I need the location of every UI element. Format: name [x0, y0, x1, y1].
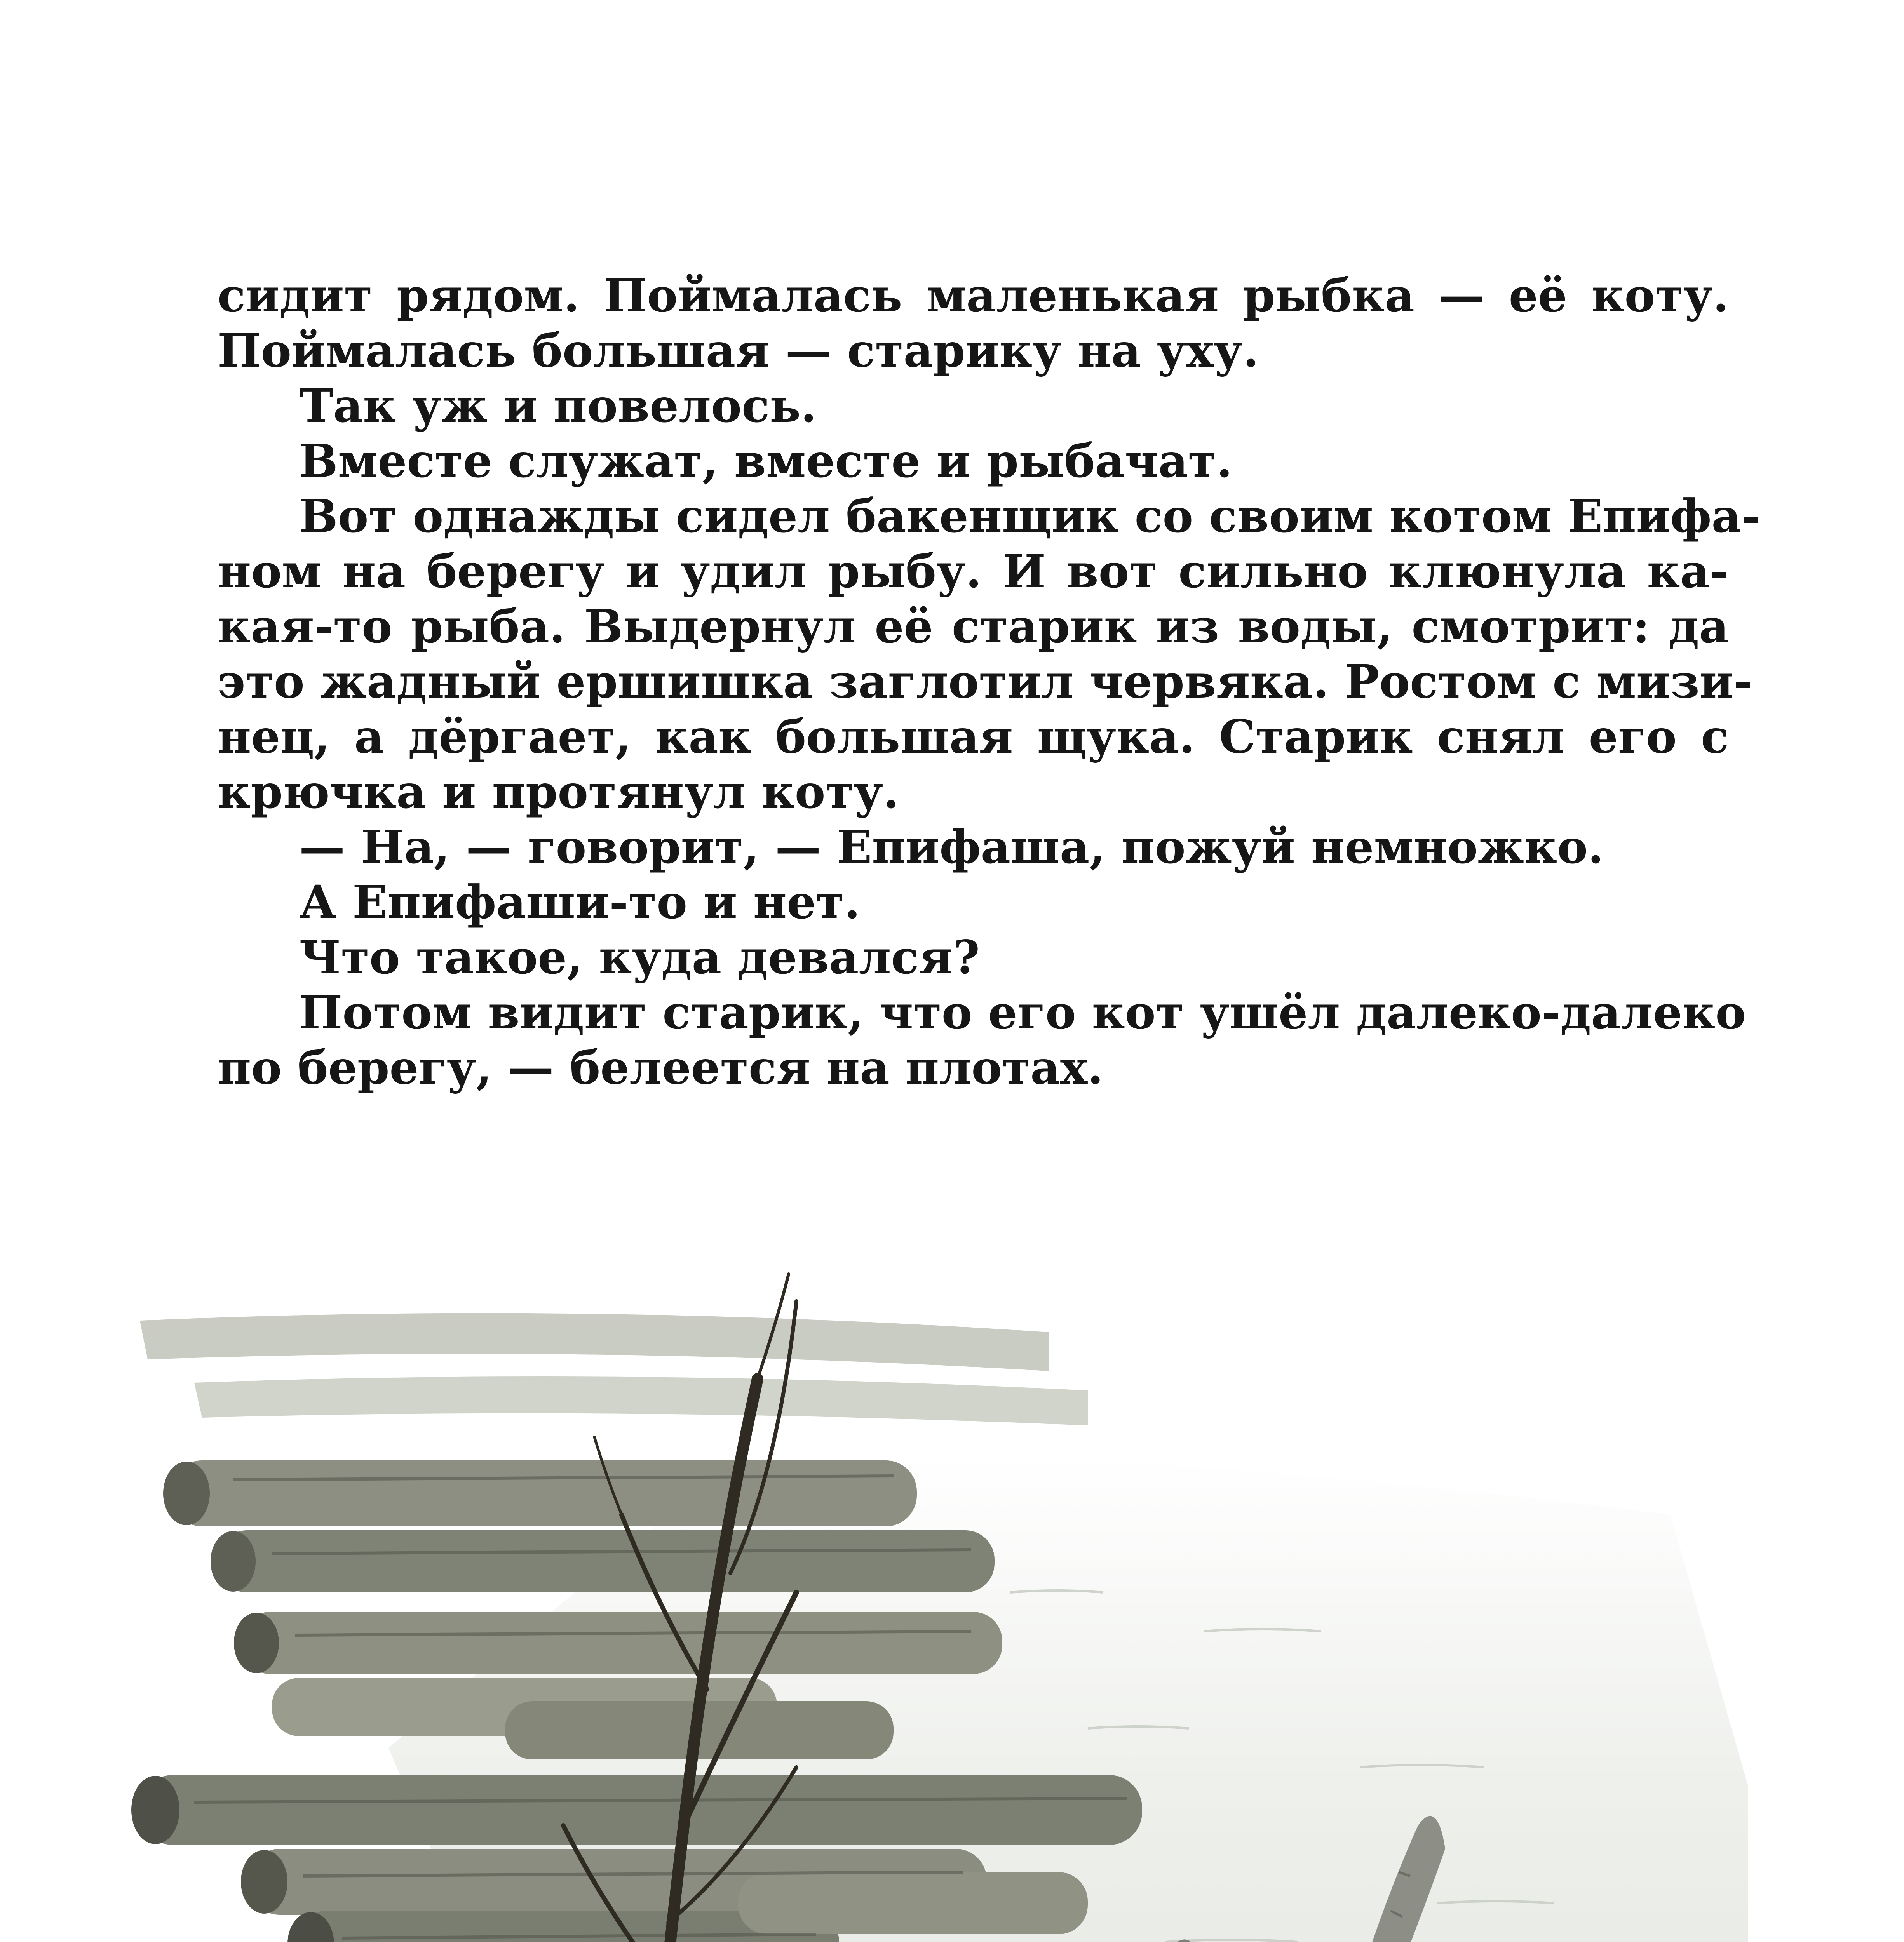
- text-line: по берегу, — белеется на плотах.: [218, 1041, 1104, 1095]
- text-line: Поймалась большая — старику на уху.: [218, 324, 1259, 378]
- distant-rafts: [140, 1313, 1088, 1425]
- illustration-svg: [0, 1243, 1904, 1942]
- text-line: ном на берегу и удил рыбу. И вот сильно клюнула ка-: [218, 544, 1729, 598]
- text-line: Так уж и повелось.: [299, 379, 817, 433]
- text-line: — На, — говорит, — Епифаша, пожуй немножко.: [299, 820, 1604, 874]
- text-line: А Епифаши-то и нет.: [299, 875, 861, 929]
- text-line: Что такое, куда девался?: [299, 930, 980, 984]
- text-line: нец, а дёргает, как большая щука. Старик снял его с: [218, 710, 1729, 764]
- story-text: [218, 268, 1760, 1095]
- text-line: крючка и протянул коту.: [218, 765, 899, 819]
- text-line: это жадный ершишка заглотил червяка. Ростом с мизи-: [218, 654, 1753, 708]
- text-line: сидит рядом. Поймалась маленькая рыбка — её коту.: [218, 268, 1729, 322]
- text-line: Вместе служат, вместе и рыбачат.: [299, 434, 1233, 488]
- illustration-river-rafts-cat: [0, 1243, 1904, 1942]
- text-line: Потом видит старик, что его кот ушёл далеко-далеко: [299, 985, 1746, 1039]
- text-line: Вот однажды сидел бакенщик со своим котом Епифа-: [299, 489, 1760, 543]
- text-line: кая-то рыба. Выдернул её старик из воды, смотрит: да: [218, 599, 1729, 653]
